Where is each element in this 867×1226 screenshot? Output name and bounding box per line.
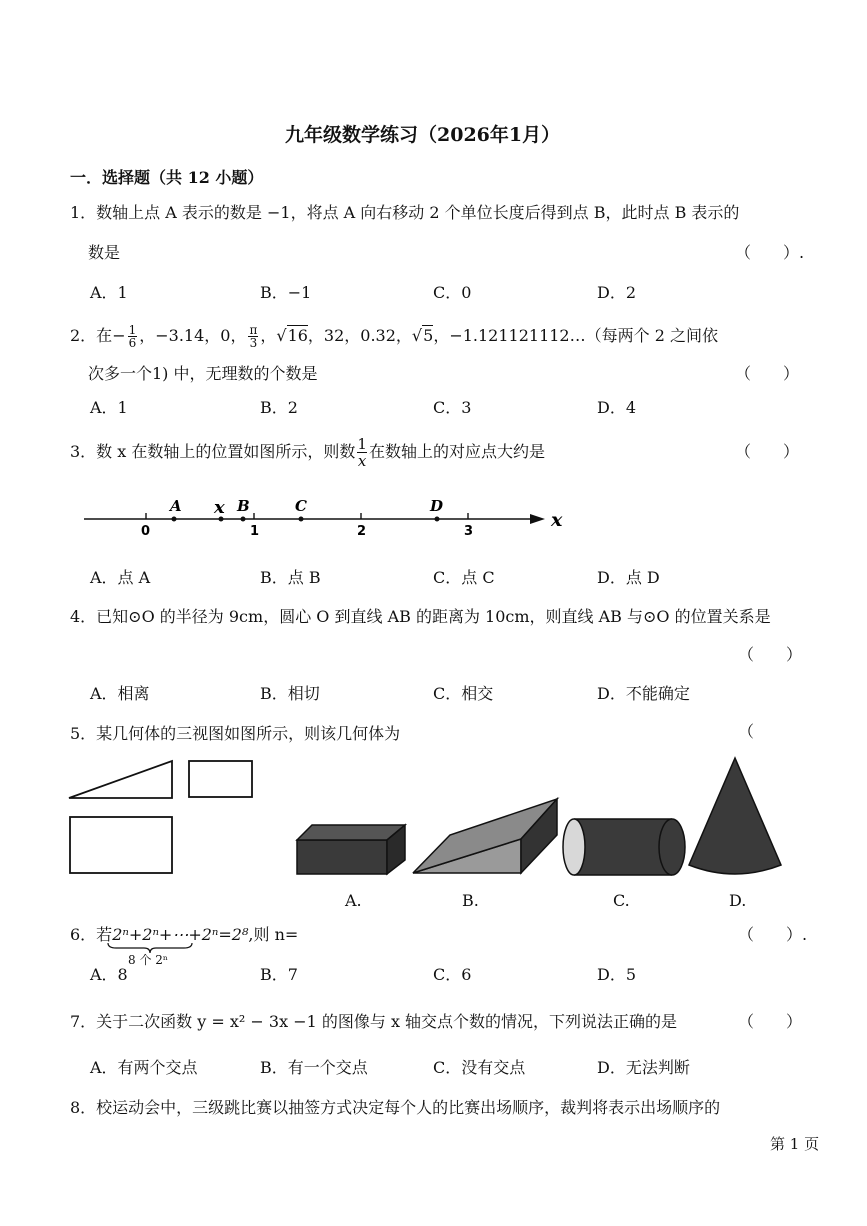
q4-stem: 4．已知⊙O 的半径为 9cm，圆心 O 到直线 AB 的距离为 10cm，则直线 AB 与⊙O 的位置关系是 (70, 607, 771, 626)
q3-option-b[interactable]: B．点 B (260, 568, 321, 587)
q6-expression: 2ⁿ+2ⁿ+⋯+2ⁿ=2⁸ (112, 925, 249, 944)
solid-a-cuboid (292, 820, 412, 878)
q6-option-b[interactable]: B．7 (260, 965, 298, 984)
point-c-dot (299, 517, 304, 522)
q4-answer-paren: （ ） (738, 645, 803, 664)
q2-option-d[interactable]: D．4 (597, 398, 637, 417)
q7-option-d[interactable]: D．无法判断 (597, 1058, 690, 1077)
q7-option-a[interactable]: A．有两个交点 (90, 1058, 198, 1077)
q2-prefix: 2．在 (70, 326, 113, 345)
q3-option-a[interactable]: A．点 A (90, 568, 151, 587)
number-line-figure (80, 490, 580, 540)
q5-option-c[interactable]: C. (613, 891, 630, 910)
front-view-triangle (69, 761, 172, 798)
q6-option-a[interactable]: A．8 (90, 965, 128, 984)
solid-d-cone (685, 755, 785, 885)
q1-option-b[interactable]: B．−1 (260, 283, 312, 302)
point-d-dot (435, 517, 440, 522)
solid-b-wedge (410, 795, 560, 880)
q2-frac2-den: 3 (249, 336, 258, 350)
q2-stem (70, 322, 718, 350)
q1-stem: 1．数轴上点 A 表示的数是 −1，将点 A 向右移动 2 个单位长度后得到点 B，此时点 B 表示的 (70, 203, 740, 222)
q5-option-b[interactable]: B. (462, 891, 479, 910)
q2-sqrt1: 16 (287, 326, 308, 345)
q6-brace-label: 8 个 2ⁿ (128, 953, 169, 967)
q4-option-a[interactable]: A．相离 (90, 684, 150, 703)
cylinder-far-end (659, 819, 685, 875)
q2-frac1-den: 6 (128, 336, 137, 350)
q1-answer-paren: （ ）. (735, 243, 805, 262)
q3-frac-num: 1 (357, 435, 367, 453)
q6-tail: ,则 n= (248, 925, 299, 944)
q5-stem: 5．某几何体的三视图如图所示，则该几何体为 (70, 724, 401, 743)
q2-sqrt2: 5 (423, 326, 434, 345)
tick-label-0: 0 (141, 524, 151, 539)
q1-stem-line2: 数是 (88, 243, 121, 262)
side-view-rectangle (189, 761, 252, 797)
tick-label-1: 1 (250, 524, 260, 539)
q1-option-d[interactable]: D．2 (597, 283, 637, 302)
q5-answer-paren: （ (738, 722, 755, 741)
q4-option-b[interactable]: B．相切 (260, 684, 320, 703)
page-title: 九年级数学练习（2026年1月） (285, 124, 561, 146)
q3-fraction (357, 436, 367, 469)
q3-option-d[interactable]: D．点 D (597, 568, 660, 587)
tick-label-2: 2 (357, 524, 367, 539)
point-c-label: C (295, 497, 307, 515)
q2-option-c[interactable]: C．3 (433, 398, 472, 417)
section-heading: 一．选择题（共 12 小题） (70, 168, 264, 187)
q2-option-a[interactable]: A．1 (90, 398, 128, 417)
q6-prefix: 6．若 (70, 925, 113, 944)
q4-option-c[interactable]: C．相交 (433, 684, 494, 703)
q2-stem-line2: 次多一个1) 中，无理数的个数是 (88, 364, 318, 383)
q3-frac-den: x (357, 452, 367, 470)
q2-tail: ，−1.121121112…（每两个 2 之间依 (433, 326, 718, 345)
q4-option-d[interactable]: D．不能确定 (597, 684, 690, 703)
point-b-label: B (237, 497, 250, 515)
q2-mid1: ，−3.14，0， (139, 326, 247, 345)
q2-mid2: ，32，0.32， (307, 326, 412, 345)
q6-option-c[interactable]: C．6 (433, 965, 472, 984)
axis-label-x: x (551, 509, 563, 531)
q2-fraction-2 (248, 324, 258, 349)
three-views-figure (66, 755, 261, 880)
q3-prefix: 3．数 x 在数轴上的位置如图所示，则数 (70, 442, 356, 461)
point-a-dot (172, 517, 177, 522)
point-b-dot (241, 517, 246, 522)
sqrt-symbol: √ (411, 326, 423, 345)
q2-frac1-sign: − (112, 326, 126, 345)
cuboid-front (297, 840, 387, 874)
q2-frac1-num: 1 (128, 323, 137, 337)
q2-fraction-1 (128, 324, 138, 349)
q5-option-d[interactable]: D. (729, 891, 747, 910)
q6-option-d[interactable]: D．5 (597, 965, 637, 984)
solid-c-cylinder (560, 815, 688, 879)
q7-option-c[interactable]: C．没有交点 (433, 1058, 526, 1077)
q7-answer-paren: （ ） (738, 1012, 803, 1031)
q7-option-b[interactable]: B．有一个交点 (260, 1058, 368, 1077)
cone-body (689, 758, 781, 874)
number-line-arrow (530, 514, 545, 524)
q6-answer-paren: （ ）. (738, 925, 808, 944)
page-number: 第 1 页 (770, 1135, 820, 1153)
q7-stem: 7．关于二次函数 y = x² − 3x −1 的图像与 x 轴交点个数的情况，下列说法正确的是 (70, 1012, 678, 1031)
q3-option-c[interactable]: C．点 C (433, 568, 495, 587)
q3-stem (70, 436, 545, 469)
q2-option-b[interactable]: B．2 (260, 398, 298, 417)
point-x-label: x (214, 497, 225, 518)
cylinder-near-face (563, 819, 585, 875)
tick-label-3: 3 (464, 524, 474, 539)
q3-tail: 在数轴上的对应点大约是 (368, 442, 545, 461)
point-d-label: D (430, 497, 444, 515)
sqrt-symbol: √ (276, 326, 287, 345)
q1-option-c[interactable]: C．0 (433, 283, 472, 302)
q3-answer-paren: （ ） (735, 442, 800, 461)
q2-frac2-num: π (249, 323, 258, 337)
q5-option-a[interactable]: A. (345, 891, 362, 910)
cylinder-body (574, 819, 672, 875)
q2-sep1: ， (260, 326, 277, 345)
point-a-label: A (170, 497, 182, 515)
top-view-rectangle (70, 817, 172, 873)
q8-stem: 8．校运动会中，三级跳比赛以抽签方式决定每个人的比赛出场顺序，裁判将表示出场顺序的 (70, 1098, 721, 1117)
q2-answer-paren: （ ） (735, 364, 800, 383)
q1-option-a[interactable]: A．1 (90, 283, 128, 302)
